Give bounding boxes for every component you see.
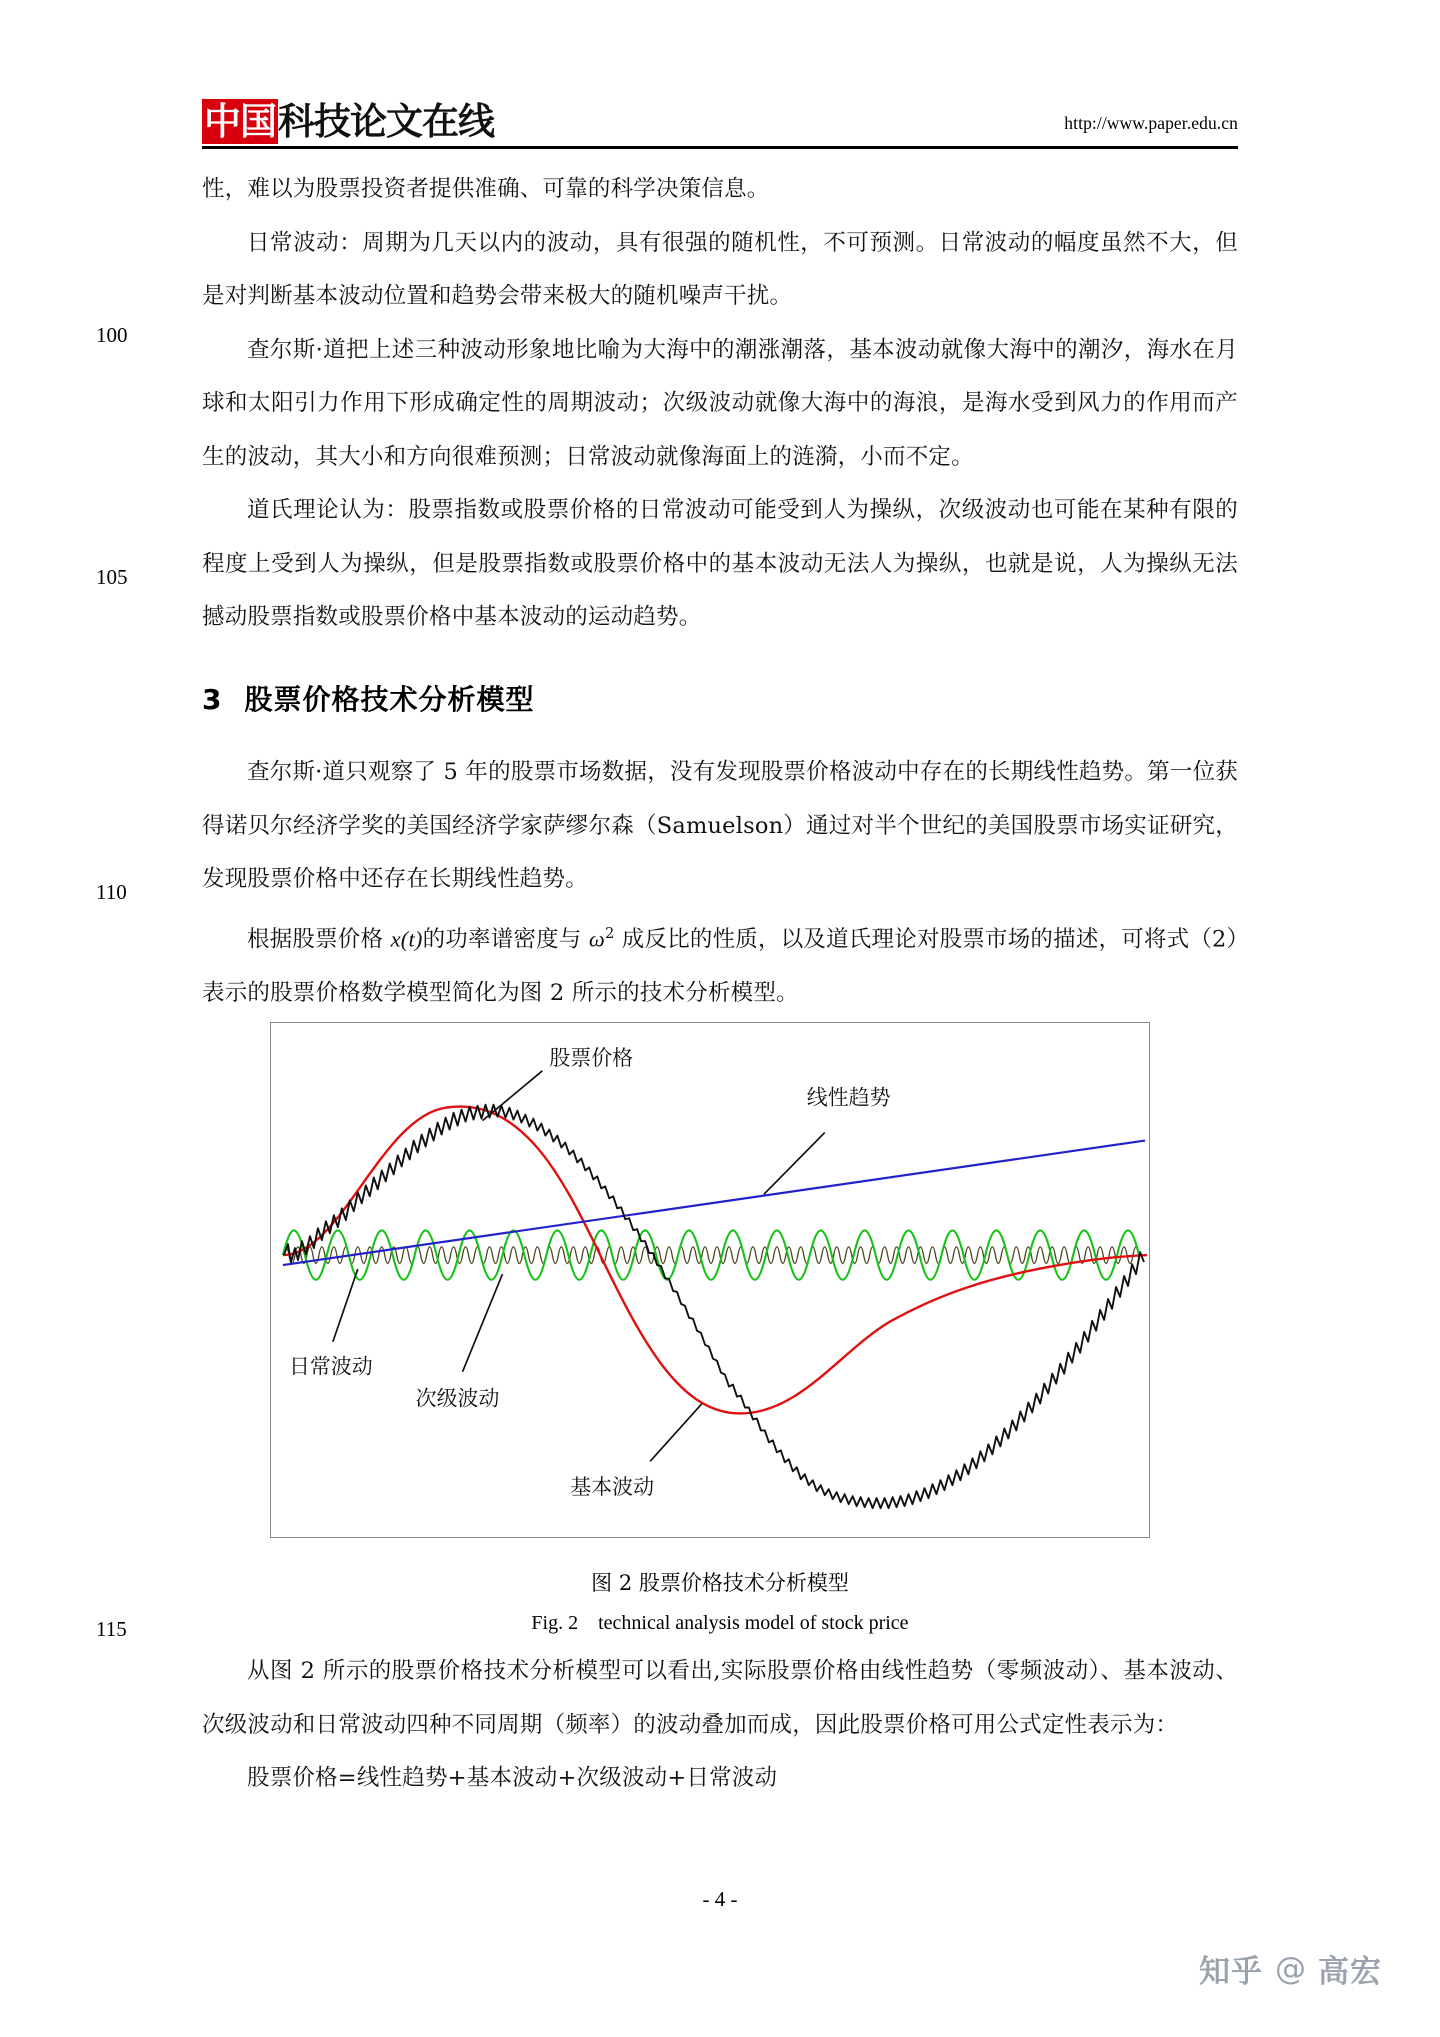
p6-text-b: 的功率谱密度与 (422, 926, 589, 953)
figure-label-secondary-fluctuation: 次级波动 (415, 1386, 500, 1411)
paragraph-1: 性，难以为股票投资者提供准确、可靠的科学决策信息。 (202, 176, 770, 202)
leader-line-secondary-fluctuation (463, 1274, 503, 1372)
p6-text-a: 根据股票价格 (247, 926, 391, 953)
section-number: 3 (202, 682, 223, 716)
paragraph-4: 道氏理论认为：股票指数或股票价格的日常波动可能受到人为操纵，次级波动也可能在某种有限的程度上受到人为操纵，但是股票指数或股票价格中的基本波动无法人为操纵，也就是说，人为操纵无法撼动股票指数或股票价格中基本波动的运动趋势。 (202, 497, 1238, 630)
site-logo (202, 100, 494, 143)
p6-math-omega: ω (588, 926, 605, 952)
leader-line-stock-price (483, 1071, 543, 1121)
p6-math-paren: (t) (400, 926, 423, 952)
leader-line-linear-trend (764, 1133, 825, 1195)
line-number-100: 100 (96, 323, 128, 347)
paragraph-7: 从图 2 所示的股票价格技术分析模型可以看出,实际股票价格由线性趋势（零频波动）、基本波动、次级波动和日常波动四种不同周期（频率）的波动叠加而成，因此股票价格可用公式定性表示为： (202, 1658, 1238, 1738)
figure-label-linear-trend: 线性趋势 (806, 1085, 891, 1110)
leader-line-daily-fluctuation (333, 1269, 358, 1342)
series-secondary-fluctuation (283, 1230, 1139, 1279)
figure-caption-cn: 图 2 股票价格技术分析模型 (591, 1571, 849, 1595)
figure-label-stock-price: 股票价格 (549, 1045, 634, 1070)
at-symbol-icon: @ (1275, 1950, 1306, 1987)
figure-caption-en-label: Fig. 2 (531, 1612, 579, 1634)
document-body (202, 163, 1238, 1020)
figure-2-chart (270, 1022, 1150, 1538)
leader-line-basic-fluctuation (650, 1404, 702, 1462)
line-number-105: 105 (96, 565, 128, 589)
logo-rest-text: 科技论文在线 (278, 100, 494, 143)
logo-cn-text: 中国 (204, 100, 276, 143)
paragraph-3: 查尔斯·道把上述三种波动形象地比喻为大海中的潮涨潮落，基本波动就像大海中的潮汐，海水在月球和太阳引力作用下形成确定性的周期波动；次级波动就像大海中的海浪，是海水受到风力的作用而产生的波动，其大小和方向很难预测；日常波动就像海面上的涟漪，小而不定。 (202, 336, 1238, 470)
watermark-username: 高宏 (1318, 1954, 1382, 1990)
section-title: 股票价格技术分析模型 (244, 682, 535, 716)
p6-math-x: x (390, 926, 401, 952)
figure-label-daily-fluctuation: 日常波动 (288, 1354, 373, 1379)
section-heading (202, 683, 1238, 717)
paragraph-8: 股票价格=线性趋势+基本波动+次级波动+日常波动 (247, 1765, 778, 1791)
figure-label-basic-fluctuation: 基本波动 (570, 1475, 655, 1500)
figure-caption-en-text: technical analysis model of stock price (598, 1612, 909, 1634)
p6-math-exponent: 2 (604, 924, 615, 942)
line-number-115: 115 (96, 1617, 127, 1641)
header-url: http://www.paper.edu.cn (1064, 113, 1238, 133)
line-number-110: 110 (96, 880, 127, 904)
series-daily-fluctuation (283, 1247, 1139, 1263)
series-linear-trend (283, 1141, 1145, 1266)
zhihu-watermark (1199, 1946, 1382, 1991)
page-header (202, 88, 1238, 144)
zhihu-logo-text: 知乎 (1199, 1954, 1263, 1990)
paragraph-5: 查尔斯·道只观察了 5 年的股票市场数据，没有发现股票价格波动中存在的长期线性趋势。第一位获得诺贝尔经济学奖的美国经济学家萨缪尔森（Samuelson）通过对半个世纪的美国股票市场实证研究，发现股票价格中还存在长期线性趋势。 (202, 759, 1238, 893)
paragraph-6 (202, 907, 1238, 1021)
p6-text-c: 成反比的性质，以及道氏理论对股票市场的描述，可将式（2）表示的股票价格数学模型简化为图 2 所示的技术分析模型。 (202, 926, 1238, 1006)
series-stock-price (284, 1105, 1144, 1508)
figure-caption-en (202, 1612, 1238, 1635)
header-divider (202, 146, 1238, 149)
stock-price-model-svg (271, 1023, 1149, 1537)
paragraph-2: 日常波动：周期为几天以内的波动，具有很强的随机性，不可预测。日常波动的幅度虽然不大，但是对判断基本波动位置和趋势会带来极大的随机噪声干扰。 (202, 229, 1238, 309)
page-number: - 4 - (702, 1887, 738, 1911)
document-body-lower (202, 1645, 1238, 1806)
